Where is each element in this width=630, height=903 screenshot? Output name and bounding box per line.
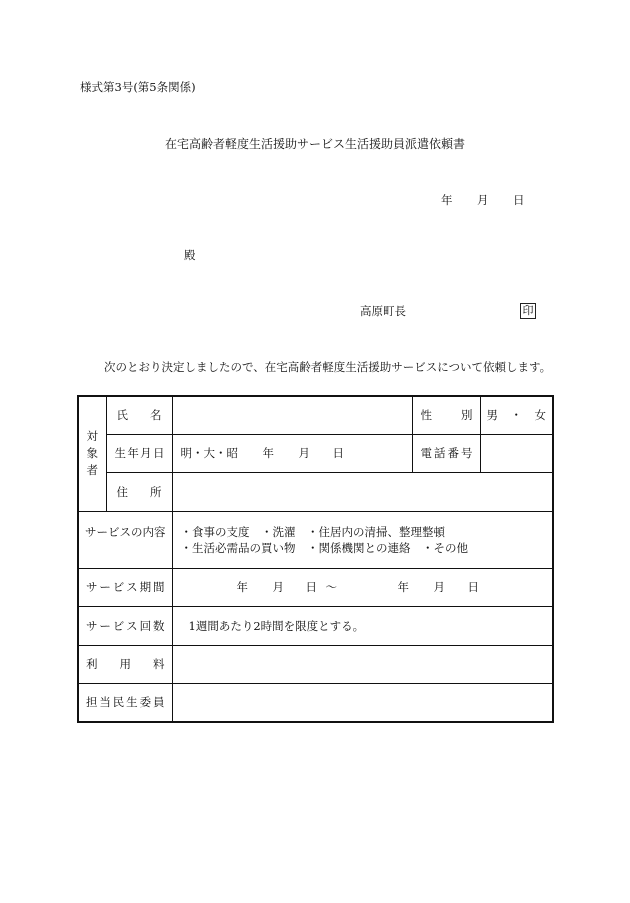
service-period-value-cell[interactable] xyxy=(172,568,553,606)
service-content-row xyxy=(78,511,553,568)
sex-label-char: 別 xyxy=(461,408,473,423)
sex-option-separator: ・ xyxy=(510,408,522,423)
request-form-table xyxy=(77,395,554,723)
service-items-line-1: ・食事の支度 ・洗濯 ・住居内の清掃、整理整頓 xyxy=(180,524,445,539)
commissioner-value-cell[interactable] xyxy=(172,683,553,722)
form-number: 様式第3号(第5条関係) xyxy=(80,80,196,94)
phone-label-char: 電 xyxy=(420,446,432,460)
birthdate-label-cell xyxy=(106,434,172,472)
address-value-cell[interactable] xyxy=(172,472,553,511)
name-value-cell[interactable] xyxy=(172,396,412,434)
target-person-header xyxy=(78,396,106,511)
period-start-day: 日 xyxy=(305,580,317,594)
birth-day-unit: 日 xyxy=(332,446,344,460)
period-label-char: サ xyxy=(86,580,98,594)
target-label-char: 象 xyxy=(86,446,98,461)
document-title: 在宅高齢者軽度生活援助サービス生活援助員派遣依頼書 xyxy=(164,137,465,151)
service-frequency-label-cell xyxy=(78,606,172,645)
period-tilde: ～ xyxy=(325,580,337,594)
period-label-char: ビ xyxy=(112,580,125,594)
date-month-label: 月 xyxy=(477,193,489,207)
frequency-label-char: ー xyxy=(99,618,111,633)
address-row xyxy=(78,472,553,511)
birthdate-row xyxy=(78,434,553,472)
date-year-label: 年 xyxy=(441,193,453,207)
service-content-value xyxy=(172,511,553,568)
period-end-day: 日 xyxy=(467,580,479,594)
recipient-suffix: 殿 xyxy=(184,248,196,262)
sex-option-male[interactable]: 男 xyxy=(486,408,498,423)
commissioner-label-char: 生 xyxy=(126,695,138,710)
fee-label-cell xyxy=(78,645,172,683)
phone-label-char: 番 xyxy=(447,446,459,460)
welfare-commissioner-row xyxy=(78,683,553,722)
service-period-row xyxy=(78,568,553,606)
frequency-label-char: 数 xyxy=(152,618,165,633)
fee-label-char: 用 xyxy=(119,657,131,671)
target-label-char: 者 xyxy=(86,463,98,478)
frequency-label-char: 回 xyxy=(139,618,152,633)
period-label-char: ス xyxy=(126,580,138,594)
birthdate-value-cell[interactable] xyxy=(172,434,412,472)
period-start-year: 年 xyxy=(236,580,248,594)
address-label-char: 所 xyxy=(150,484,162,499)
commissioner-label-char: 当 xyxy=(99,695,111,710)
commissioner-label-char: 員 xyxy=(152,695,165,710)
phone-label-cell xyxy=(412,434,480,472)
commissioner-label-char: 担 xyxy=(86,695,98,710)
period-label-char: 期 xyxy=(139,580,152,594)
sex-option-female[interactable]: 女 xyxy=(534,408,546,423)
birthdate-label-char: 生 xyxy=(114,446,126,460)
name-label-cell xyxy=(106,396,172,434)
commissioner-label-char: 民 xyxy=(112,695,125,710)
target-label-char: 対 xyxy=(86,428,98,443)
intro-text: 次のとおり決定しましたので、在宅高齢者軽度生活援助サービスについて依頼します。 xyxy=(104,360,552,374)
birth-month-unit: 月 xyxy=(298,446,310,460)
phone-label-char: 号 xyxy=(461,446,473,460)
service-frequency-row xyxy=(78,606,553,645)
name-row xyxy=(78,396,553,434)
name-label-char: 氏 xyxy=(116,408,128,423)
period-start-month: 月 xyxy=(272,580,284,594)
frequency-label-char: ス xyxy=(126,618,138,633)
commissioner-label-cell xyxy=(78,683,172,722)
frequency-label-char: ビ xyxy=(112,618,125,633)
service-content-label: サービスの内容 xyxy=(78,511,172,568)
service-items-line-2: ・生活必需品の買い物 ・関係機関との連絡 ・その他 xyxy=(180,540,468,555)
sex-value-cell[interactable] xyxy=(480,396,553,434)
fee-label-char: 利 xyxy=(86,657,98,671)
name-label-char: 名 xyxy=(150,408,162,423)
address-label-char: 住 xyxy=(116,484,128,499)
issuer-name: 高原町長 xyxy=(360,304,406,318)
service-frequency-value: 1週間あたり2時間を限度とする。 xyxy=(172,606,553,645)
date-day-label: 日 xyxy=(513,193,525,207)
fee-value-cell[interactable] xyxy=(172,645,553,683)
fee-label-char: 料 xyxy=(153,657,165,671)
period-label-char: ー xyxy=(99,580,111,594)
birthdate-label-char: 日 xyxy=(152,446,165,460)
address-label-cell xyxy=(106,472,172,511)
period-end-year: 年 xyxy=(397,580,409,594)
service-period-label-cell xyxy=(78,568,172,606)
phone-label-char: 話 xyxy=(434,446,446,460)
sex-label-cell xyxy=(412,396,480,434)
birthdate-label-char: 年 xyxy=(127,446,139,460)
frequency-label-char: サ xyxy=(86,618,98,633)
seal-mark: 印 xyxy=(520,303,536,319)
period-label-char: 間 xyxy=(152,580,165,594)
birthdate-label-char: 月 xyxy=(140,446,152,460)
period-end-month: 月 xyxy=(433,580,445,594)
birth-era-options: 明・大・昭 xyxy=(180,446,238,460)
phone-value-cell[interactable] xyxy=(480,434,553,472)
commissioner-label-char: 委 xyxy=(139,695,152,710)
sex-label-char: 性 xyxy=(420,408,432,423)
fee-row xyxy=(78,645,553,683)
birth-year-unit: 年 xyxy=(262,446,274,460)
